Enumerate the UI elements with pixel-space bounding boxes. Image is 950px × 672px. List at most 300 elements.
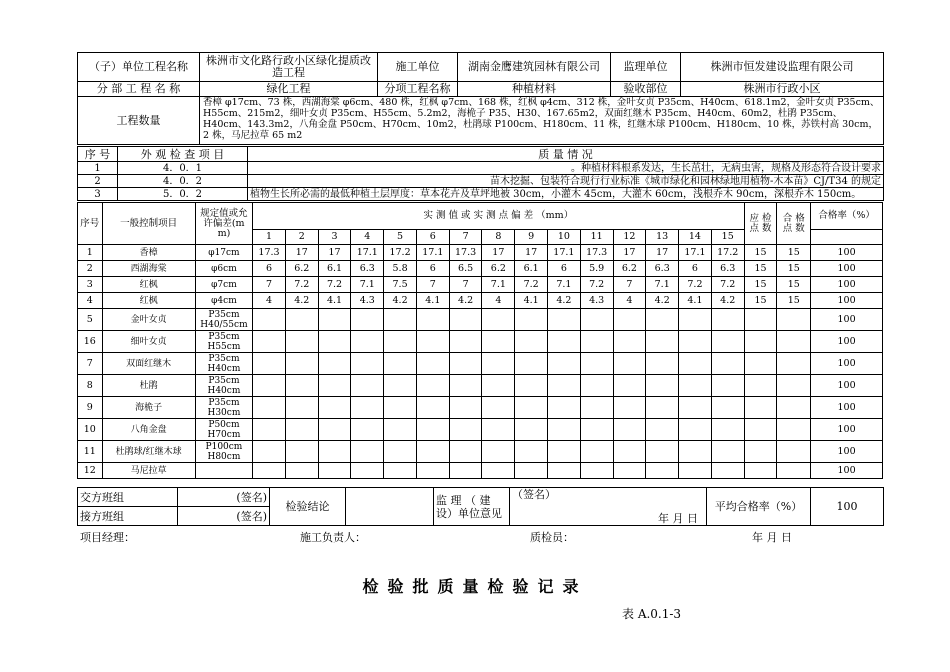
measured-value[interactable]	[646, 375, 679, 397]
measured-value[interactable]	[646, 331, 679, 353]
measured-value[interactable]	[351, 419, 384, 441]
measured-value[interactable]	[351, 441, 384, 463]
pass-rate-value: 100	[811, 441, 883, 463]
measured-value[interactable]	[253, 397, 286, 419]
spec-value: P35cm H30cm	[195, 397, 252, 419]
spec-value: φ4cm	[195, 293, 252, 309]
measured-value[interactable]	[580, 463, 613, 479]
measured-value[interactable]: 7	[253, 277, 286, 293]
measured-value[interactable]	[449, 375, 482, 397]
measured-value[interactable]: 17.2	[384, 245, 417, 261]
measured-value[interactable]	[351, 397, 384, 419]
column-number: 5	[384, 230, 417, 245]
measured-value[interactable]: 17.3	[253, 245, 286, 261]
measured-value[interactable]: 5.8	[384, 261, 417, 277]
measured-value[interactable]	[711, 375, 744, 397]
document-title: 检验批质量检验记录	[362, 577, 588, 596]
measured-value[interactable]: 17	[482, 245, 515, 261]
average-rate-label: 平均合格率（%）	[707, 488, 811, 526]
control-item: 双面红继木	[102, 353, 195, 375]
measured-value[interactable]	[580, 309, 613, 331]
measured-value[interactable]	[253, 441, 286, 463]
measured-value[interactable]	[515, 419, 548, 441]
column-number: 6	[416, 230, 449, 245]
measured-value[interactable]	[253, 419, 286, 441]
measured-value[interactable]	[679, 463, 712, 479]
measured-value[interactable]	[613, 463, 646, 479]
measured-value[interactable]: 4.2	[449, 293, 482, 309]
measured-value[interactable]	[449, 331, 482, 353]
measured-value[interactable]	[548, 397, 581, 419]
measured-value[interactable]	[384, 419, 417, 441]
pass-points-value: 15	[777, 293, 811, 309]
pass-points-value	[777, 353, 811, 375]
pass-rate-value: 100	[811, 375, 883, 397]
spec-value	[195, 463, 252, 479]
measured-value[interactable]: 7.2	[580, 277, 613, 293]
measured-value[interactable]	[384, 397, 417, 419]
quality-inspector-label: 质检员：	[530, 531, 574, 544]
measured-value[interactable]	[351, 353, 384, 375]
measured-value[interactable]	[711, 419, 744, 441]
measured-value[interactable]	[515, 309, 548, 331]
measured-value[interactable]	[548, 331, 581, 353]
measured-value[interactable]: 6.3	[646, 261, 679, 277]
measured-value[interactable]	[318, 353, 351, 375]
check-points-value	[744, 309, 777, 331]
appearance-no-header: 序 号	[78, 147, 118, 162]
check-points-value	[744, 353, 777, 375]
measured-value[interactable]	[351, 309, 384, 331]
measured-values-header: 实 测 值 或 实 测 点 偏 差 （mm）	[253, 203, 745, 230]
quantity-value: 香樟 φ17cm、73 株，西湖海棠 φ6cm、480 株，红枫 φ7cm、168 株，红枫 φ4cm、312 株，金叶女贞 P35cm、H40cm、618.1m2，金叶女贞 P35cm、H55cm、215m2，细叶女贞 P35cm、H55cm、5.2m2，海桅子 P35、H30、167.65m2，双面红继木 P35cm、H40cm、60m2，杜鹃 P35cm、H40cm、143.3m2，八角金盘 P50cm、H70cm、10m2，杜鹃球 P100cm、H180cm、11 株，红继木球 P100cm、H180cm、10 株，苏铁村高 30cm，2 株，马尼拉草 65 m2	[200, 97, 884, 145]
measured-value[interactable]	[548, 309, 581, 331]
measured-value[interactable]	[318, 463, 351, 479]
measured-value[interactable]	[613, 375, 646, 397]
measured-value[interactable]: 4	[482, 293, 515, 309]
measured-value[interactable]	[416, 441, 449, 463]
measured-value[interactable]: 17.3	[580, 245, 613, 261]
measured-value[interactable]: 17	[285, 245, 318, 261]
measured-value[interactable]	[711, 331, 744, 353]
measured-value[interactable]	[679, 375, 712, 397]
measured-value[interactable]: 17.2	[711, 245, 744, 261]
receive-signature[interactable]: (签名)	[178, 507, 270, 526]
appearance-row-code: 4．0．1	[118, 162, 248, 175]
measured-value[interactable]	[679, 309, 712, 331]
measured-value[interactable]	[580, 419, 613, 441]
measured-value[interactable]: 6.2	[613, 261, 646, 277]
measured-value[interactable]	[253, 375, 286, 397]
measured-value[interactable]	[515, 397, 548, 419]
column-number: 12	[613, 230, 646, 245]
pass-points-value	[777, 463, 811, 479]
measured-value[interactable]	[482, 331, 515, 353]
supervisor-opinion-label: 监 理 （ 建 设）单位意见	[434, 488, 510, 526]
spec-value: P50cm H70cm	[195, 419, 252, 441]
spec-value: φ6cm	[195, 261, 252, 277]
construction-unit-label: 施工单位	[378, 53, 458, 82]
measured-value[interactable]: 4.2	[384, 293, 417, 309]
measured-value[interactable]	[580, 441, 613, 463]
row-number: 8	[78, 375, 103, 397]
column-number: 1	[253, 230, 286, 245]
appearance-row-code: 4．0．2	[118, 175, 248, 188]
measured-value[interactable]	[285, 463, 318, 479]
measured-value[interactable]	[285, 419, 318, 441]
measured-value[interactable]	[384, 353, 417, 375]
measured-value[interactable]: 4.2	[646, 293, 679, 309]
receive-team-label: 接方班组	[78, 507, 178, 526]
pass-rate-value: 100	[811, 331, 883, 353]
measured-value[interactable]	[613, 441, 646, 463]
measured-value[interactable]: 7	[416, 277, 449, 293]
measured-value[interactable]	[482, 463, 515, 479]
measured-value[interactable]	[253, 463, 286, 479]
check-points-value: 15	[744, 245, 777, 261]
measured-value[interactable]: 6.3	[711, 261, 744, 277]
measured-value[interactable]: 17.1	[548, 245, 581, 261]
measured-value[interactable]	[351, 331, 384, 353]
measured-value[interactable]: 4.1	[515, 293, 548, 309]
measured-value[interactable]: 6.2	[482, 261, 515, 277]
measured-value[interactable]: 7.1	[482, 277, 515, 293]
measured-value[interactable]	[515, 353, 548, 375]
control-item: 海桅子	[102, 397, 195, 419]
row-number: 7	[78, 353, 103, 375]
measured-value[interactable]	[482, 397, 515, 419]
measured-value[interactable]	[253, 331, 286, 353]
measured-value[interactable]: 7.5	[384, 277, 417, 293]
spec-value: P100cm H80cm	[195, 441, 252, 463]
supervisor-opinion-value[interactable]	[510, 488, 707, 526]
measured-value[interactable]: 7.1	[351, 277, 384, 293]
check-points-value	[744, 397, 777, 419]
measured-value[interactable]	[285, 309, 318, 331]
appearance-row-desc: 植物生长所必需的最低种植土层厚度：草本花卉及草坪地被 30cm，小灌木 45cm，大灌木 60cm，浅根乔木 90cm，深根乔木 150cm。	[248, 188, 884, 201]
measured-value[interactable]	[449, 353, 482, 375]
row-number: 3	[78, 277, 103, 293]
measured-value[interactable]	[580, 397, 613, 419]
measured-value[interactable]	[679, 441, 712, 463]
measured-value[interactable]: 7.2	[679, 277, 712, 293]
measured-value[interactable]	[318, 309, 351, 331]
measured-value[interactable]	[646, 353, 679, 375]
measured-value[interactable]	[482, 375, 515, 397]
measured-value[interactable]: 4.1	[416, 293, 449, 309]
appearance-row-no: 3	[78, 188, 118, 201]
measured-value[interactable]	[449, 419, 482, 441]
measured-value[interactable]	[646, 419, 679, 441]
measured-value[interactable]	[351, 463, 384, 479]
measured-value[interactable]	[253, 309, 286, 331]
spec-value: P35cm H40cm	[195, 353, 252, 375]
measured-value[interactable]	[580, 375, 613, 397]
construction-unit-value: 湖南金鹰建筑园林有限公司	[458, 53, 611, 82]
measured-value[interactable]: 6.5	[449, 261, 482, 277]
pass-rate-value: 100	[811, 245, 883, 261]
pass-rate-header: 合格率（%）	[811, 203, 883, 230]
measured-value[interactable]	[285, 441, 318, 463]
measure-item-header: 一般控制项目	[102, 203, 195, 245]
measured-value[interactable]: 6	[416, 261, 449, 277]
column-number: 11	[580, 230, 613, 245]
measured-value[interactable]	[318, 441, 351, 463]
measured-value[interactable]	[384, 441, 417, 463]
measured-value[interactable]	[318, 397, 351, 419]
pass-points-header: 合 格 点 数	[777, 203, 811, 245]
quality-header: 质 量 情 况	[248, 147, 884, 162]
measured-value[interactable]	[384, 463, 417, 479]
appearance-row-desc: 。种植材料根系发达，生长茁壮，无病虫害，规格及形态符合设计要求	[248, 162, 884, 175]
column-number: 2	[285, 230, 318, 245]
measured-value[interactable]	[416, 309, 449, 331]
measured-value[interactable]	[482, 441, 515, 463]
unit-name-label: （子）单位工程名称	[78, 53, 200, 82]
column-number: 10	[548, 230, 581, 245]
conclusion-value[interactable]	[346, 488, 434, 526]
measured-value[interactable]: 5.9	[580, 261, 613, 277]
appearance-row-no: 2	[78, 175, 118, 188]
check-points-value: 15	[744, 277, 777, 293]
measured-value[interactable]	[351, 375, 384, 397]
measured-value[interactable]: 6.2	[285, 261, 318, 277]
measured-value[interactable]: 6.1	[318, 261, 351, 277]
appearance-table	[77, 146, 884, 201]
check-points-value: 15	[744, 261, 777, 277]
measured-value[interactable]	[416, 353, 449, 375]
measured-value[interactable]: 4	[613, 293, 646, 309]
measured-value[interactable]	[613, 353, 646, 375]
project-manager-label: 项目经理：	[80, 531, 135, 544]
appearance-row-no: 1	[78, 162, 118, 175]
control-item: 红枫	[102, 277, 195, 293]
measured-value[interactable]	[482, 309, 515, 331]
measured-value[interactable]: 4.2	[548, 293, 581, 309]
division-label: 分 部 工 程 名 称	[78, 82, 200, 97]
pass-points-value: 15	[777, 277, 811, 293]
measured-value[interactable]	[449, 441, 482, 463]
row-number: 9	[78, 397, 103, 419]
measured-value[interactable]: 6	[253, 261, 286, 277]
appearance-item-header: 外 观 检 查 项 目	[118, 147, 248, 162]
measured-value[interactable]	[711, 441, 744, 463]
control-item: 杜鹃	[102, 375, 195, 397]
pass-points-value	[777, 331, 811, 353]
row-number: 5	[78, 309, 103, 331]
pass-rate-value: 100	[811, 277, 883, 293]
acceptance-part-value: 株洲市行政小区	[681, 82, 884, 97]
control-item: 杜鹃球/红继木球	[102, 441, 195, 463]
measured-value[interactable]	[613, 419, 646, 441]
pass-points-value	[777, 397, 811, 419]
measured-value[interactable]: 6.1	[515, 261, 548, 277]
measured-value[interactable]: 6	[679, 261, 712, 277]
row-number: 11	[78, 441, 103, 463]
row-number: 2	[78, 261, 103, 277]
pass-points-value	[777, 441, 811, 463]
measured-value[interactable]	[416, 463, 449, 479]
pass-points-value	[777, 375, 811, 397]
subitem-value: 种植材料	[458, 82, 611, 97]
measured-value[interactable]: 4.1	[679, 293, 712, 309]
measured-value[interactable]	[613, 397, 646, 419]
measured-value[interactable]	[580, 353, 613, 375]
pass-rate-subheader	[811, 230, 883, 245]
column-number: 14	[679, 230, 712, 245]
check-points-value	[744, 463, 777, 479]
acceptance-part-label: 验收部位	[611, 82, 681, 97]
measured-value[interactable]	[515, 375, 548, 397]
average-rate-value: 100	[811, 488, 884, 526]
check-points-header: 应 检 点 数	[744, 203, 777, 245]
measured-value[interactable]	[318, 331, 351, 353]
measured-value[interactable]	[318, 375, 351, 397]
measured-value[interactable]: 7.2	[285, 277, 318, 293]
signoff-table	[77, 487, 884, 526]
measured-value[interactable]: 17.1	[679, 245, 712, 261]
measured-value[interactable]	[613, 331, 646, 353]
spec-value: φ7cm	[195, 277, 252, 293]
pass-rate-value: 100	[811, 463, 883, 479]
measured-value[interactable]	[711, 353, 744, 375]
measured-value[interactable]	[416, 397, 449, 419]
measured-value[interactable]: 4	[253, 293, 286, 309]
measured-value[interactable]: 6	[548, 261, 581, 277]
measured-value[interactable]	[384, 375, 417, 397]
pass-points-value: 15	[777, 245, 811, 261]
measured-value[interactable]: 7.2	[318, 277, 351, 293]
measured-value[interactable]	[548, 463, 581, 479]
measured-value[interactable]	[548, 375, 581, 397]
measured-value[interactable]: 6.3	[351, 261, 384, 277]
measured-value[interactable]	[285, 353, 318, 375]
measured-value[interactable]	[646, 309, 679, 331]
control-item: 马尼拉草	[102, 463, 195, 479]
measured-value[interactable]	[711, 309, 744, 331]
measure-no-header: 序号	[78, 203, 103, 245]
column-number: 13	[646, 230, 679, 245]
measured-value[interactable]	[449, 309, 482, 331]
control-item: 八角金盘	[102, 419, 195, 441]
measured-value[interactable]	[548, 419, 581, 441]
measured-value[interactable]	[449, 397, 482, 419]
measured-value[interactable]: 7.1	[646, 277, 679, 293]
measured-value[interactable]: 7	[449, 277, 482, 293]
measured-value[interactable]	[384, 309, 417, 331]
measured-value[interactable]: 17.3	[449, 245, 482, 261]
measured-value[interactable]: 17	[318, 245, 351, 261]
measured-value[interactable]	[711, 397, 744, 419]
measured-value[interactable]	[646, 463, 679, 479]
supervision-unit-label: 监理单位	[611, 53, 681, 82]
measured-value[interactable]	[679, 331, 712, 353]
measured-value[interactable]	[711, 463, 744, 479]
measured-value[interactable]: 17.1	[351, 245, 384, 261]
spec-value: P35cm H40cm	[195, 375, 252, 397]
measured-value[interactable]: 7.2	[515, 277, 548, 293]
supervision-unit-value: 株洲市恒发建设监理有限公司	[681, 53, 884, 82]
measured-value[interactable]: 17	[515, 245, 548, 261]
measured-value[interactable]: 4.3	[580, 293, 613, 309]
measured-value[interactable]: 4.3	[351, 293, 384, 309]
measured-value[interactable]: 7	[613, 277, 646, 293]
measured-value[interactable]	[384, 331, 417, 353]
supervisor-signature: （签名）	[512, 488, 556, 501]
row-number: 4	[78, 293, 103, 309]
measured-value[interactable]	[416, 331, 449, 353]
measured-value[interactable]	[679, 353, 712, 375]
pass-rate-value: 100	[811, 293, 883, 309]
handover-signature[interactable]: (签名)	[178, 488, 270, 507]
measured-value[interactable]	[285, 331, 318, 353]
measured-value[interactable]	[416, 375, 449, 397]
pass-rate-value: 100	[811, 261, 883, 277]
construction-lead-label: 施工负责人：	[300, 531, 366, 544]
measured-value[interactable]	[613, 309, 646, 331]
control-item: 红枫	[102, 293, 195, 309]
measured-value[interactable]	[449, 463, 482, 479]
pass-rate-value: 100	[811, 419, 883, 441]
measured-value[interactable]: 4.1	[318, 293, 351, 309]
spec-value: P35cm H40/55cm	[195, 309, 252, 331]
measured-value[interactable]: 4.2	[285, 293, 318, 309]
column-number: 8	[482, 230, 515, 245]
check-points-value	[744, 441, 777, 463]
measured-value[interactable]: 17.1	[416, 245, 449, 261]
measured-value[interactable]	[253, 353, 286, 375]
measured-value[interactable]: 17	[613, 245, 646, 261]
measured-value[interactable]	[548, 441, 581, 463]
measured-value[interactable]	[285, 397, 318, 419]
measured-value[interactable]	[482, 353, 515, 375]
column-number: 15	[711, 230, 744, 245]
measured-value[interactable]	[318, 419, 351, 441]
conclusion-label: 检验结论	[270, 488, 346, 526]
measured-value[interactable]: 4.2	[711, 293, 744, 309]
control-item: 香樟	[102, 245, 195, 261]
measured-value[interactable]	[679, 419, 712, 441]
measured-value[interactable]: 7.2	[711, 277, 744, 293]
measured-value[interactable]	[416, 419, 449, 441]
measure-spec-header: 规定值或允许偏差(m m)	[195, 203, 252, 245]
header-table	[77, 52, 884, 145]
measured-value[interactable]	[679, 397, 712, 419]
measured-value[interactable]: 7.1	[548, 277, 581, 293]
measured-value[interactable]	[515, 441, 548, 463]
measured-value[interactable]	[515, 331, 548, 353]
pass-rate-value: 100	[811, 353, 883, 375]
measured-value[interactable]	[646, 397, 679, 419]
row-number: 10	[78, 419, 103, 441]
measured-value[interactable]	[548, 353, 581, 375]
subitem-label: 分项工程名称	[378, 82, 458, 97]
form-number: 表 A.0.1-3	[622, 607, 682, 621]
appearance-row-desc: 苗木挖掘、包装符合现行行业标准《城市绿化和园林绿地用植物-木本苗》CJ/T34 的规定	[248, 175, 884, 188]
measured-value[interactable]	[482, 419, 515, 441]
supervisor-date: 年 月 日	[658, 512, 698, 525]
measured-value[interactable]	[580, 331, 613, 353]
measured-value[interactable]	[515, 463, 548, 479]
spec-value: P35cm H55cm	[195, 331, 252, 353]
column-number: 4	[351, 230, 384, 245]
measured-value[interactable]	[285, 375, 318, 397]
row-number: 1	[78, 245, 103, 261]
pass-points-value	[777, 419, 811, 441]
measured-value[interactable]	[646, 441, 679, 463]
unit-name-value: 株洲市文化路行政小区绿化提质改造工程	[200, 53, 378, 82]
measured-value[interactable]: 17	[646, 245, 679, 261]
